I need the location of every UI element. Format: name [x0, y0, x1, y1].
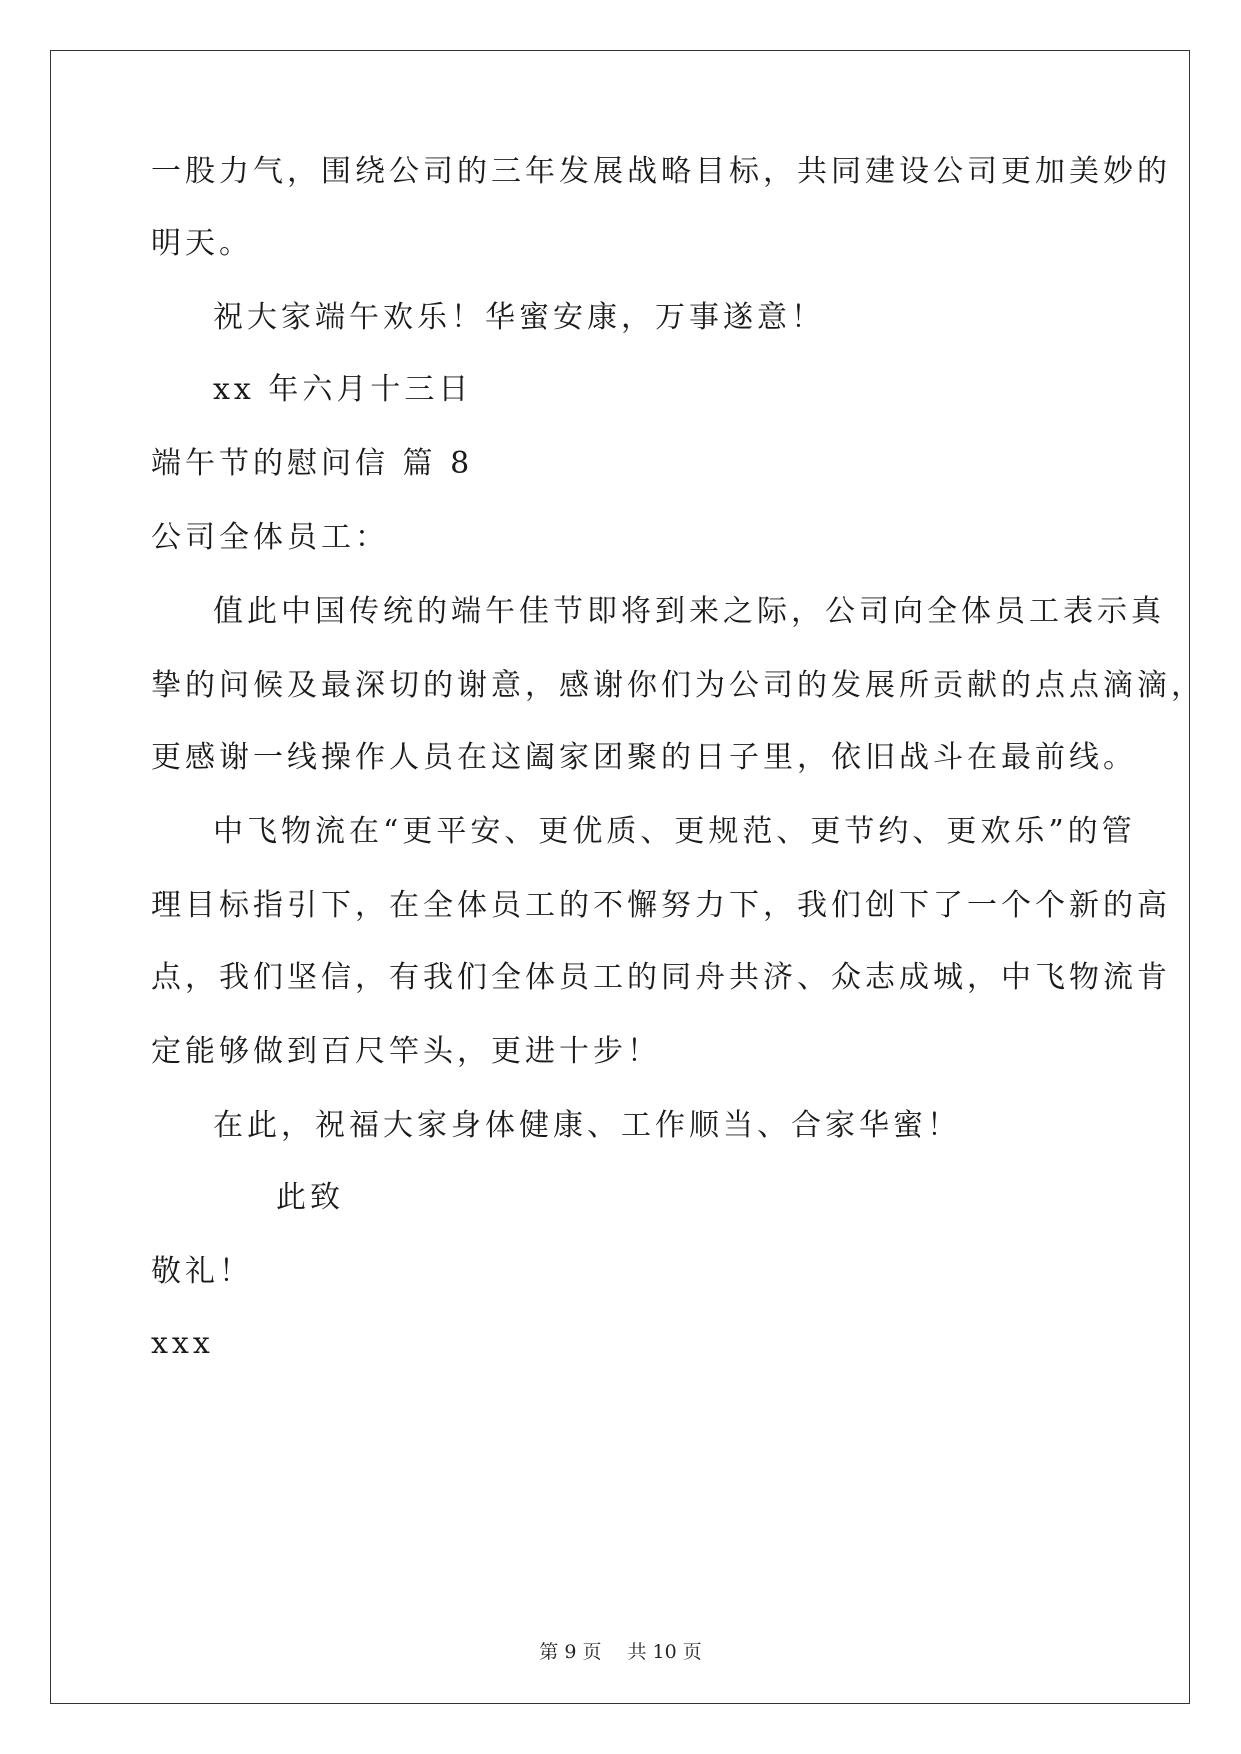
date-line: xx 年六月十三日: [213, 372, 473, 407]
body-line-2: 明天。: [151, 226, 253, 261]
salutation: 公司全体员工：: [151, 520, 389, 555]
body-line-11: 理目标指引下，在全体员工的不懈努力下，我们创下了一个个新的高: [151, 888, 1171, 923]
greeting-line: 祝大家端午欢乐！华蜜安康，万事遂意！: [213, 300, 825, 335]
page-number: 第 9 页: [539, 1641, 602, 1663]
closing-line: 此致: [276, 1180, 344, 1215]
section-title: 端午节的慰问信 篇 8: [151, 446, 474, 481]
body-line-10: 中飞物流在“更平安、更优质、更规范、更节约、更欢乐”的管: [213, 814, 1136, 849]
body-line-9: 更感谢一线操作人员在这阖家团聚的日子里，依旧战斗在最前线。: [151, 740, 1137, 775]
body-line-12: 点，我们坚信，有我们全体员工的同舟共济、众志成城，中飞物流肯: [151, 960, 1171, 995]
page-footer: [0, 1640, 1241, 1664]
body-line-1: 一股力气，围绕公司的三年发展战略目标，共同建设公司更加美妙的: [151, 154, 1171, 189]
signature-line: xxx: [151, 1326, 214, 1361]
wishes-line: 在此，祝福大家身体健康、工作顺当、合家华蜜！: [213, 1108, 961, 1143]
body-line-8: 挚的问候及最深切的谢意，感谢你们为公司的发展所贡献的点点滴滴，: [151, 668, 1205, 703]
body-line-13: 定能够做到百尺竿头，更进十步！: [151, 1034, 661, 1069]
body-line-7: 值此中国传统的端午佳节即将到来之际，公司向全体员工表示真: [213, 594, 1165, 629]
regards-line: 敬礼！: [151, 1254, 253, 1289]
page-total: 共 10 页: [627, 1641, 702, 1663]
